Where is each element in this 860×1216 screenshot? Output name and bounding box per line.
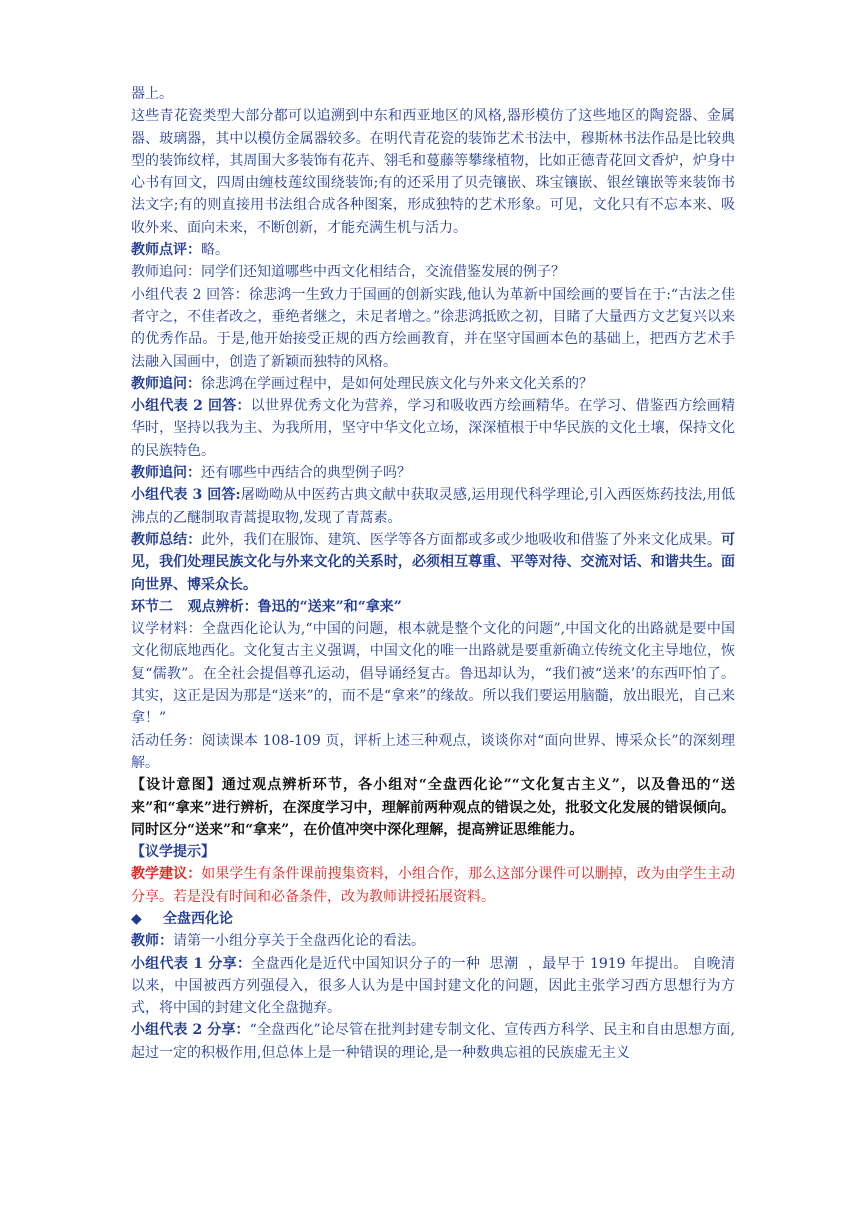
section-heading-link2: 环节二 观点辨析：鲁迅的“送来”和“拿来” — [131, 598, 402, 615]
text-teacher-summary: 此外，我们在服饰、建筑、医学等各方面都或多或少地吸收和借鉴了外来文化成果。 — [201, 531, 722, 548]
paragraph-group2-answer-1: 小组代表 2 回答：徐悲鸿一生致力于国画的创新实践,他认为革新中国绘画的要旨在于:“古法之佳者守之，不佳者改之，垂绝者继之，未足者增之。”徐悲鸿抵欧之初，目睹了大量西方文艺复兴以来的优秀作品。于是,他开始接受正规的西方绘画教育，并在坚守国画本色的基础上，把西方艺术手法融入国画中，创造了新颖而独特的风格。 — [131, 286, 735, 370]
text-group2-share: “全盘西化”论尽管在批判封建专制文化、宣传西方科学、民主和自由思想方面,起过一定的积极作用,但总体上是一种错误的理论,是一种数典忘祖的民族虚无主义 — [131, 1022, 735, 1061]
text-group3-answer: 屠呦呦从中医药古典文献中获取灵感,运用现代科学理论,引入西医炼药技法,用低沸点的乙醚制取青蒿提取物,发现了青蒿素。 — [131, 487, 735, 526]
label-teacher-question: 教师追问： — [131, 375, 201, 392]
text-group1-share: 全盘西化是近代中国知识分子的一种 思潮 ，最早于 1919 年提出。 自晚清以来，中国被西方列强侵入，很多人认为是中国封建文化的问题，因此主张学习西方思想行为方式，将中国的封建文化全盘抛弃。 — [131, 955, 735, 1017]
paragraph-teacher-summary — [131, 529, 735, 596]
paragraph-continuation: 器上。 — [131, 86, 173, 102]
bullet-heading-text: 全盘西化论 — [163, 910, 233, 927]
label-teaching-suggestion: 教学建议： — [131, 866, 202, 883]
text-teacher-prompt: 请第一小组分享关于全盘西化论的看法。 — [173, 933, 425, 950]
text-teaching-suggestion: 如果学生有条件课前搜集资料，小组合作，那么这部分课件可以删掉，改为由学生主动分享。若是没有时间和必备条件，改为教师讲授拓展资料。 — [131, 866, 736, 905]
text-teacher-comment: 略。 — [201, 242, 229, 259]
text-teacher-summary-bold: 可见，我们处理民族文化与外来文化的关系时，必须相互尊重、平等对待、交流对话、和谐共生。面向世界、博采众长。 — [131, 531, 736, 593]
paragraph-group1-share — [131, 953, 735, 1020]
paragraph-activity-task: 活动任务：阅读课本 108-109 页，评析上述三种观点，谈谈你对“面向世界、博采众长”的深刻理解。 — [131, 732, 735, 771]
label-group3-answer: 小组代表 3 回答: — [131, 487, 241, 504]
paragraph-design-intent: 【设计意图】通过观点辨析环节，各小组对“全盘西化论”“文化复古主义”，以及鲁迅的“送来”和“拿来”进行辨析，在深度学习中，理解前两种观点的错误之处，批驳文化发展的错误倾向。同时区分“送来”和“拿来”，在价值冲突中深化理解，提高辨证思维能力。 — [131, 777, 735, 838]
label-teacher: 教师： — [131, 933, 173, 950]
label-group2-share: 小组代表 2 分享： — [131, 1022, 250, 1039]
document-page — [131, 83, 735, 1064]
paragraph-discussion-tips: 【议学提示】 — [131, 844, 215, 861]
paragraph-teaching-suggestion — [131, 863, 735, 908]
label-group1-share: 小组代表 1 分享： — [131, 955, 252, 972]
label-group2-answer: 小组代表 2 回答： — [131, 398, 251, 415]
text-teacher-question: 徐悲鸿在学画过程中，是如何处理民族文化与外来文化关系的？ — [201, 375, 593, 392]
paragraph-group2-share — [131, 1019, 735, 1064]
paragraph-teacher-question-1: 教师追问：同学们还知道哪些中西文化相结合，交流借鉴发展的例子？ — [131, 264, 565, 281]
label-teacher-question-3: 教师追问： — [131, 465, 201, 482]
text-teacher-question-3: 还有哪些中西结合的典型例子吗？ — [201, 465, 411, 482]
bullet-heading-westernization — [131, 908, 735, 930]
label-teacher-summary: 教师总结： — [131, 531, 202, 548]
diamond-bullet-icon: ◆ — [131, 910, 142, 927]
text-group2-answer: 以世界优秀文化为营养，学习和吸收西方绘画精华。在学习、借鉴西方绘画精华时，坚持以我为主、为我所用，坚守中华文化立场，深深植根于中华民族的文化土壤，保持文化的民族特色。 — [131, 398, 735, 459]
paragraph-teacher-comment — [131, 239, 735, 261]
label-teacher-comment: 教师点评： — [131, 242, 201, 259]
paragraph-discussion-material: 议学材料：全盘西化论认为,“中国的问题，根本就是整个文化的问题”,中国文化的出路就是要中国文化彻底地西化。文化复古主义强调，中国文化的唯一出路就是要重新确立传统文化主导地位，恢复“儒教”。在全社会提倡尊孔运动，倡导诵经复古。鲁迅却认为，“我们被“送来’的东西吓怕了。其实，这正是因为那是“送来”的，而不是“拿来”的缘故。所以我们要运用脑髓，放出眼光，自己来拿！” — [131, 621, 735, 727]
paragraph-teacher-question-3 — [131, 462, 735, 484]
paragraph-group3-answer — [131, 484, 735, 529]
paragraph-teacher-question-2 — [131, 373, 735, 395]
paragraph-teacher-prompt — [131, 930, 735, 952]
paragraph-group2-answer-2 — [131, 395, 735, 462]
paragraph-blue-and-white-porcelain: 这些青花瓷类型大部分都可以追溯到中东和西亚地区的风格,器形模仿了这些地区的陶瓷器、金属器、玻璃器，其中以模仿金属器较多。在明代青花瓷的装饰艺术书法中，穆斯林书法作品是比较典型的装饰纹样，其周围大多装饰有花卉、翎毛和蔓藤等攀缘植物，比如正德青花回文香炉，炉身中心书有回文，四周由缠枝莲纹围绕装饰;有的还采用了贝壳镶嵌、珠宝镶嵌、银丝镶嵌等来装饰书法文字;有的则直接用书法组合成各种图案，形成独特的艺术形象。可见，文化只有不忘本来、吸收外来、面向未来，不断创新，才能充满生机与活力。 — [131, 108, 735, 236]
